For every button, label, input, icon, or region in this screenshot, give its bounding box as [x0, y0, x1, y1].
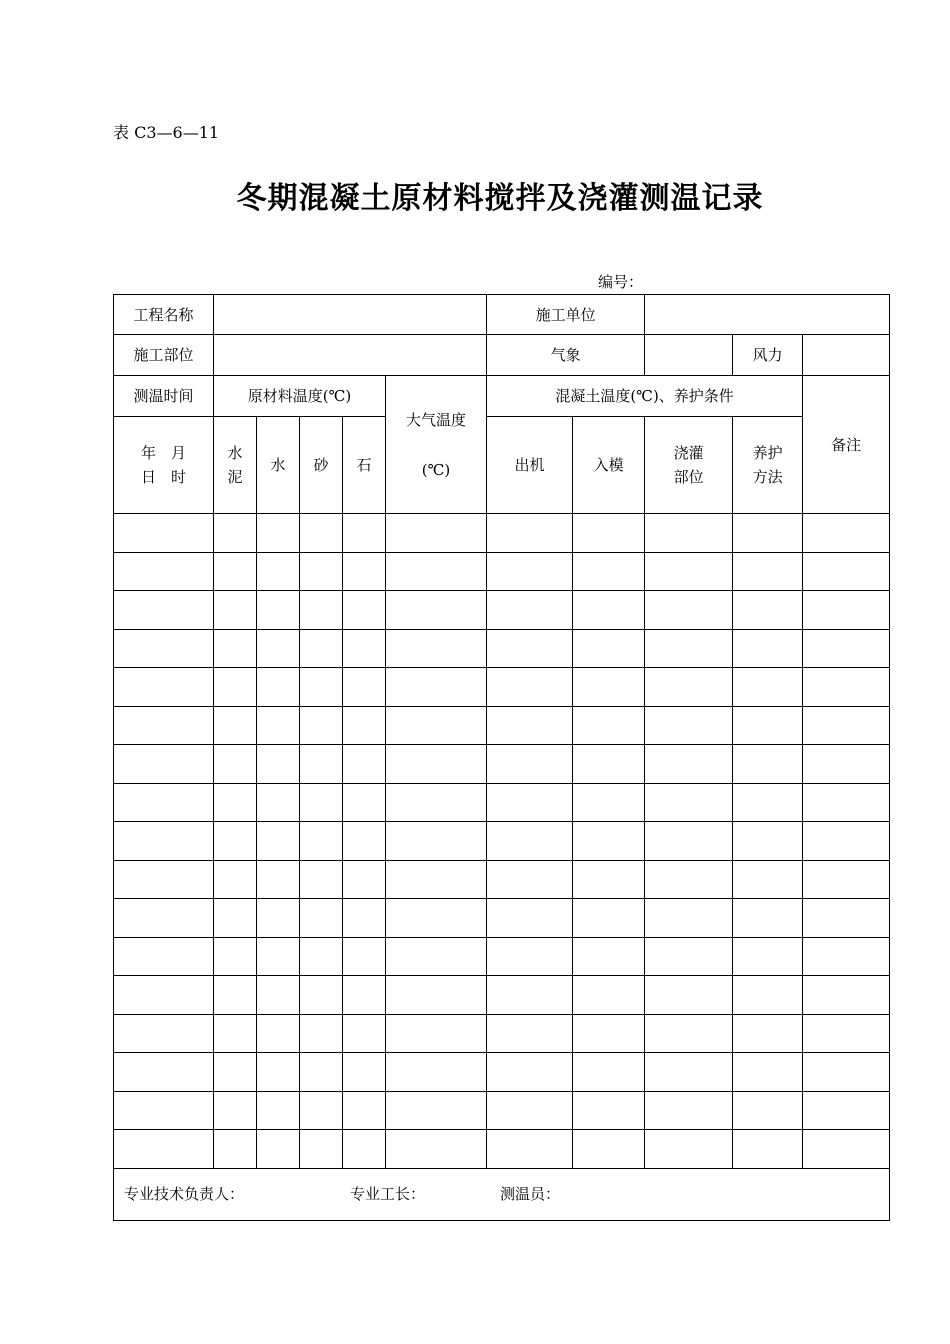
table-cell[interactable]	[803, 1014, 890, 1053]
table-row	[114, 1014, 890, 1053]
curing-header	[733, 417, 803, 514]
table-cell[interactable]	[733, 745, 803, 784]
table-cell[interactable]	[114, 822, 214, 861]
table-cell[interactable]	[803, 706, 890, 745]
table-row	[114, 1091, 890, 1130]
table-row	[114, 783, 890, 822]
table-cell[interactable]	[487, 1053, 573, 1092]
date-line1: 年 月	[140, 444, 186, 462]
table-cell[interactable]	[300, 591, 343, 630]
table-cell[interactable]	[300, 822, 343, 861]
table-cell[interactable]	[257, 629, 300, 668]
table-row	[114, 1130, 890, 1169]
table-cell[interactable]	[573, 668, 645, 707]
table-cell[interactable]	[257, 937, 300, 976]
table-cell[interactable]	[114, 783, 214, 822]
out-machine-header: 出机	[487, 417, 573, 514]
table-cell[interactable]	[386, 822, 487, 861]
table-cell[interactable]	[214, 976, 257, 1015]
table-cell[interactable]	[645, 745, 733, 784]
table-cell[interactable]	[114, 745, 214, 784]
weather-label: 气象	[487, 335, 645, 376]
table-cell[interactable]	[300, 1091, 343, 1130]
table-cell[interactable]	[386, 976, 487, 1015]
table-cell[interactable]	[573, 552, 645, 591]
table-cell[interactable]	[386, 937, 487, 976]
table-cell[interactable]	[257, 976, 300, 1015]
table-cell[interactable]	[257, 1091, 300, 1130]
table-cell[interactable]	[573, 591, 645, 630]
table-cell[interactable]	[645, 1053, 733, 1092]
table-row	[114, 552, 890, 591]
table-row	[114, 514, 890, 553]
table-cell[interactable]	[803, 1091, 890, 1130]
table-cell[interactable]	[803, 1053, 890, 1092]
table-cell[interactable]	[386, 629, 487, 668]
table-cell[interactable]	[733, 976, 803, 1015]
table-cell[interactable]	[386, 591, 487, 630]
table-cell[interactable]	[487, 899, 573, 938]
form-code: 表 C3—6—11	[113, 123, 220, 142]
table-cell[interactable]	[487, 822, 573, 861]
water-header: 水	[257, 417, 300, 514]
table-cell[interactable]	[343, 514, 386, 553]
table-cell[interactable]	[257, 1053, 300, 1092]
wind-label: 风力	[733, 335, 803, 376]
table-cell[interactable]	[573, 1053, 645, 1092]
table-cell[interactable]	[487, 745, 573, 784]
table-cell[interactable]	[300, 937, 343, 976]
table-cell[interactable]	[214, 1014, 257, 1053]
table-cell[interactable]	[386, 668, 487, 707]
table-cell[interactable]	[803, 668, 890, 707]
table-cell[interactable]	[257, 745, 300, 784]
table-row	[114, 822, 890, 861]
table-cell[interactable]	[573, 822, 645, 861]
project-name-field[interactable]	[214, 295, 487, 335]
table-cell[interactable]	[733, 783, 803, 822]
table-cell[interactable]	[343, 783, 386, 822]
construction-part-label: 施工部位	[114, 335, 214, 376]
table-cell[interactable]	[645, 822, 733, 861]
table-cell[interactable]	[645, 668, 733, 707]
record-table	[113, 294, 890, 1221]
table-cell[interactable]	[114, 668, 214, 707]
weather-field[interactable]	[645, 335, 733, 376]
table-cell[interactable]	[343, 899, 386, 938]
serial-number-label: 编号：	[598, 273, 644, 291]
table-cell[interactable]	[343, 1014, 386, 1053]
table-cell[interactable]	[386, 860, 487, 899]
table-row	[114, 706, 890, 745]
raw-temp-group-header: 原材料温度(℃)	[214, 376, 386, 417]
table-cell[interactable]	[487, 514, 573, 553]
table-row	[114, 745, 890, 784]
table-cell[interactable]	[343, 668, 386, 707]
table-cell[interactable]	[803, 783, 890, 822]
table-cell[interactable]	[257, 706, 300, 745]
table-cell[interactable]	[645, 1130, 733, 1169]
table-cell[interactable]	[386, 1091, 487, 1130]
table-cell[interactable]	[733, 591, 803, 630]
table-row	[114, 629, 890, 668]
air-temp-line1: 大气温度	[406, 410, 467, 429]
table-cell[interactable]	[487, 668, 573, 707]
table-cell[interactable]	[114, 976, 214, 1015]
table-cell[interactable]	[645, 1014, 733, 1053]
table-cell[interactable]	[733, 937, 803, 976]
table-row	[114, 860, 890, 899]
table-cell[interactable]	[214, 822, 257, 861]
table-cell[interactable]	[803, 937, 890, 976]
table-cell[interactable]	[300, 745, 343, 784]
construction-unit-field[interactable]	[645, 295, 890, 335]
table-cell[interactable]	[733, 706, 803, 745]
table-cell[interactable]	[114, 860, 214, 899]
table-cell[interactable]	[645, 937, 733, 976]
table-cell[interactable]	[803, 629, 890, 668]
table-cell[interactable]	[803, 1130, 890, 1169]
table-cell[interactable]	[214, 1130, 257, 1169]
table-cell[interactable]	[733, 860, 803, 899]
table-cell[interactable]	[257, 514, 300, 553]
date-line2: 日 时	[140, 468, 186, 486]
table-cell[interactable]	[343, 1091, 386, 1130]
table-cell[interactable]	[733, 668, 803, 707]
table-cell[interactable]	[214, 1091, 257, 1130]
table-cell[interactable]	[300, 860, 343, 899]
table-cell[interactable]	[645, 552, 733, 591]
table-row	[114, 899, 890, 938]
table-cell[interactable]	[573, 860, 645, 899]
date-header	[114, 417, 214, 514]
table-cell[interactable]	[733, 822, 803, 861]
table-cell[interactable]	[214, 899, 257, 938]
cement-line1: 水	[227, 444, 243, 462]
table-cell[interactable]	[214, 1053, 257, 1092]
header-row-part	[114, 335, 890, 376]
table-cell[interactable]	[573, 706, 645, 745]
table-cell[interactable]	[300, 1130, 343, 1169]
table-cell[interactable]	[257, 783, 300, 822]
table-cell[interactable]	[645, 899, 733, 938]
table-cell[interactable]	[386, 1014, 487, 1053]
table-cell[interactable]	[114, 937, 214, 976]
table-cell[interactable]	[214, 668, 257, 707]
table-cell[interactable]	[803, 860, 890, 899]
table-cell[interactable]	[487, 783, 573, 822]
column-sub-row	[114, 417, 890, 514]
construction-part-field[interactable]	[214, 335, 487, 376]
table-cell[interactable]	[114, 1130, 214, 1169]
table-cell[interactable]	[487, 629, 573, 668]
table-cell[interactable]	[257, 591, 300, 630]
table-cell[interactable]	[300, 706, 343, 745]
table-cell[interactable]	[487, 591, 573, 630]
table-cell[interactable]	[803, 591, 890, 630]
table-cell[interactable]	[343, 591, 386, 630]
curing-line1: 养护	[752, 444, 783, 462]
table-cell[interactable]	[214, 937, 257, 976]
table-row	[114, 937, 890, 976]
table-row	[114, 1053, 890, 1092]
table-cell[interactable]	[257, 552, 300, 591]
table-row	[114, 591, 890, 630]
table-cell[interactable]	[300, 629, 343, 668]
table-cell[interactable]	[343, 706, 386, 745]
table-cell[interactable]	[733, 1053, 803, 1092]
table-cell[interactable]	[114, 552, 214, 591]
cement-header	[214, 417, 257, 514]
table-cell[interactable]	[733, 1014, 803, 1053]
table-cell[interactable]	[803, 552, 890, 591]
curing-line2: 方法	[752, 468, 783, 486]
table-cell[interactable]	[214, 860, 257, 899]
table-cell[interactable]	[114, 706, 214, 745]
table-cell[interactable]	[343, 1130, 386, 1169]
table-cell[interactable]	[803, 976, 890, 1015]
table-cell[interactable]	[645, 1091, 733, 1130]
table-cell[interactable]	[257, 899, 300, 938]
table-cell[interactable]	[487, 976, 573, 1015]
table-cell[interactable]	[573, 745, 645, 784]
page-title: 冬期混凝土原材料搅拌及浇灌测温记录	[236, 181, 764, 216]
table-cell[interactable]	[573, 629, 645, 668]
table-cell[interactable]	[386, 514, 487, 553]
table-cell[interactable]	[386, 706, 487, 745]
table-row	[114, 668, 890, 707]
table-cell[interactable]	[645, 514, 733, 553]
table-cell[interactable]	[487, 1130, 573, 1169]
table-cell[interactable]	[343, 937, 386, 976]
air-temp-line2: (℃)	[421, 460, 451, 479]
table-cell[interactable]	[386, 552, 487, 591]
table-cell[interactable]	[114, 1014, 214, 1053]
table-cell[interactable]	[733, 629, 803, 668]
data-rows	[114, 514, 890, 1169]
table-cell[interactable]	[487, 1091, 573, 1130]
table-cell[interactable]	[214, 783, 257, 822]
table-cell[interactable]	[386, 1130, 487, 1169]
table-cell[interactable]	[573, 783, 645, 822]
table-cell[interactable]	[114, 591, 214, 630]
table-cell[interactable]	[386, 899, 487, 938]
header-row-project	[114, 295, 890, 335]
table-cell[interactable]	[214, 629, 257, 668]
table-cell[interactable]	[343, 552, 386, 591]
table-cell[interactable]	[343, 745, 386, 784]
table-cell[interactable]	[214, 552, 257, 591]
table-cell[interactable]	[487, 1014, 573, 1053]
table-cell[interactable]	[114, 899, 214, 938]
table-cell[interactable]	[573, 937, 645, 976]
sand-header: 砂	[300, 417, 343, 514]
table-cell[interactable]	[257, 1130, 300, 1169]
table-cell[interactable]	[733, 552, 803, 591]
table-cell[interactable]	[300, 514, 343, 553]
column-group-row	[114, 376, 890, 417]
table-cell[interactable]	[487, 937, 573, 976]
table-cell[interactable]	[803, 899, 890, 938]
pour-part-line1: 浇灌	[673, 444, 704, 462]
table-cell[interactable]	[300, 783, 343, 822]
table-cell[interactable]	[114, 1053, 214, 1092]
table-cell[interactable]	[733, 1091, 803, 1130]
table-cell[interactable]	[300, 1014, 343, 1053]
table-cell[interactable]	[300, 668, 343, 707]
table-cell[interactable]	[386, 783, 487, 822]
table-cell[interactable]	[573, 1130, 645, 1169]
table-cell[interactable]	[114, 1091, 214, 1130]
table-cell[interactable]	[386, 745, 487, 784]
table-cell[interactable]	[114, 514, 214, 553]
table-cell[interactable]	[645, 706, 733, 745]
table-cell[interactable]	[214, 514, 257, 553]
table-cell[interactable]	[803, 514, 890, 553]
table-cell[interactable]	[733, 514, 803, 553]
pour-part-header	[645, 417, 733, 514]
table-cell[interactable]	[645, 860, 733, 899]
table-cell[interactable]	[343, 976, 386, 1015]
table-cell[interactable]	[257, 668, 300, 707]
table-cell[interactable]	[214, 745, 257, 784]
table-cell[interactable]	[300, 1053, 343, 1092]
signature-cell	[114, 1168, 890, 1220]
table-cell[interactable]	[343, 822, 386, 861]
in-mold-header: 入模	[573, 417, 645, 514]
table-cell[interactable]	[573, 1091, 645, 1130]
table-cell[interactable]	[214, 706, 257, 745]
remarks-header: 备注	[803, 376, 890, 514]
table-cell[interactable]	[257, 1014, 300, 1053]
foreman-signature[interactable]: 专业工长：	[350, 1185, 426, 1203]
table-cell[interactable]	[487, 552, 573, 591]
table-cell[interactable]	[733, 1130, 803, 1169]
table-cell[interactable]	[300, 552, 343, 591]
table-cell[interactable]	[343, 860, 386, 899]
table-cell[interactable]	[386, 1053, 487, 1092]
table-cell[interactable]	[573, 976, 645, 1015]
table-cell[interactable]	[645, 783, 733, 822]
table-cell[interactable]	[645, 629, 733, 668]
table-cell[interactable]	[645, 976, 733, 1015]
table-cell[interactable]	[343, 629, 386, 668]
table-cell[interactable]	[487, 706, 573, 745]
table-cell[interactable]	[803, 745, 890, 784]
air-temp-header	[386, 376, 487, 514]
table-cell[interactable]	[645, 591, 733, 630]
project-name-label: 工程名称	[114, 295, 214, 335]
signature-row	[114, 1168, 890, 1220]
tech-lead-signature[interactable]: 专业技术负责人：	[124, 1185, 245, 1203]
table-cell[interactable]	[214, 591, 257, 630]
table-row	[114, 976, 890, 1015]
table-cell[interactable]	[300, 899, 343, 938]
measure-time-header: 测温时间	[114, 376, 214, 417]
table-cell[interactable]	[487, 860, 573, 899]
table-cell[interactable]	[573, 514, 645, 553]
table-cell[interactable]	[257, 860, 300, 899]
pour-part-line2: 部位	[673, 468, 704, 486]
wind-field[interactable]	[803, 335, 890, 376]
table-cell[interactable]	[733, 899, 803, 938]
table-cell[interactable]	[803, 822, 890, 861]
table-cell[interactable]	[343, 1053, 386, 1092]
construction-unit-label: 施工单位	[487, 295, 645, 335]
concrete-group-header: 混凝土温度(℃)、养护条件	[487, 376, 803, 417]
table-cell[interactable]	[114, 629, 214, 668]
table-cell[interactable]	[573, 899, 645, 938]
measurer-signature[interactable]: 测温员：	[500, 1185, 561, 1203]
table-cell[interactable]	[300, 976, 343, 1015]
stone-header: 石	[343, 417, 386, 514]
table-cell[interactable]	[573, 1014, 645, 1053]
table-cell[interactable]	[257, 822, 300, 861]
cement-line2: 泥	[227, 468, 243, 486]
